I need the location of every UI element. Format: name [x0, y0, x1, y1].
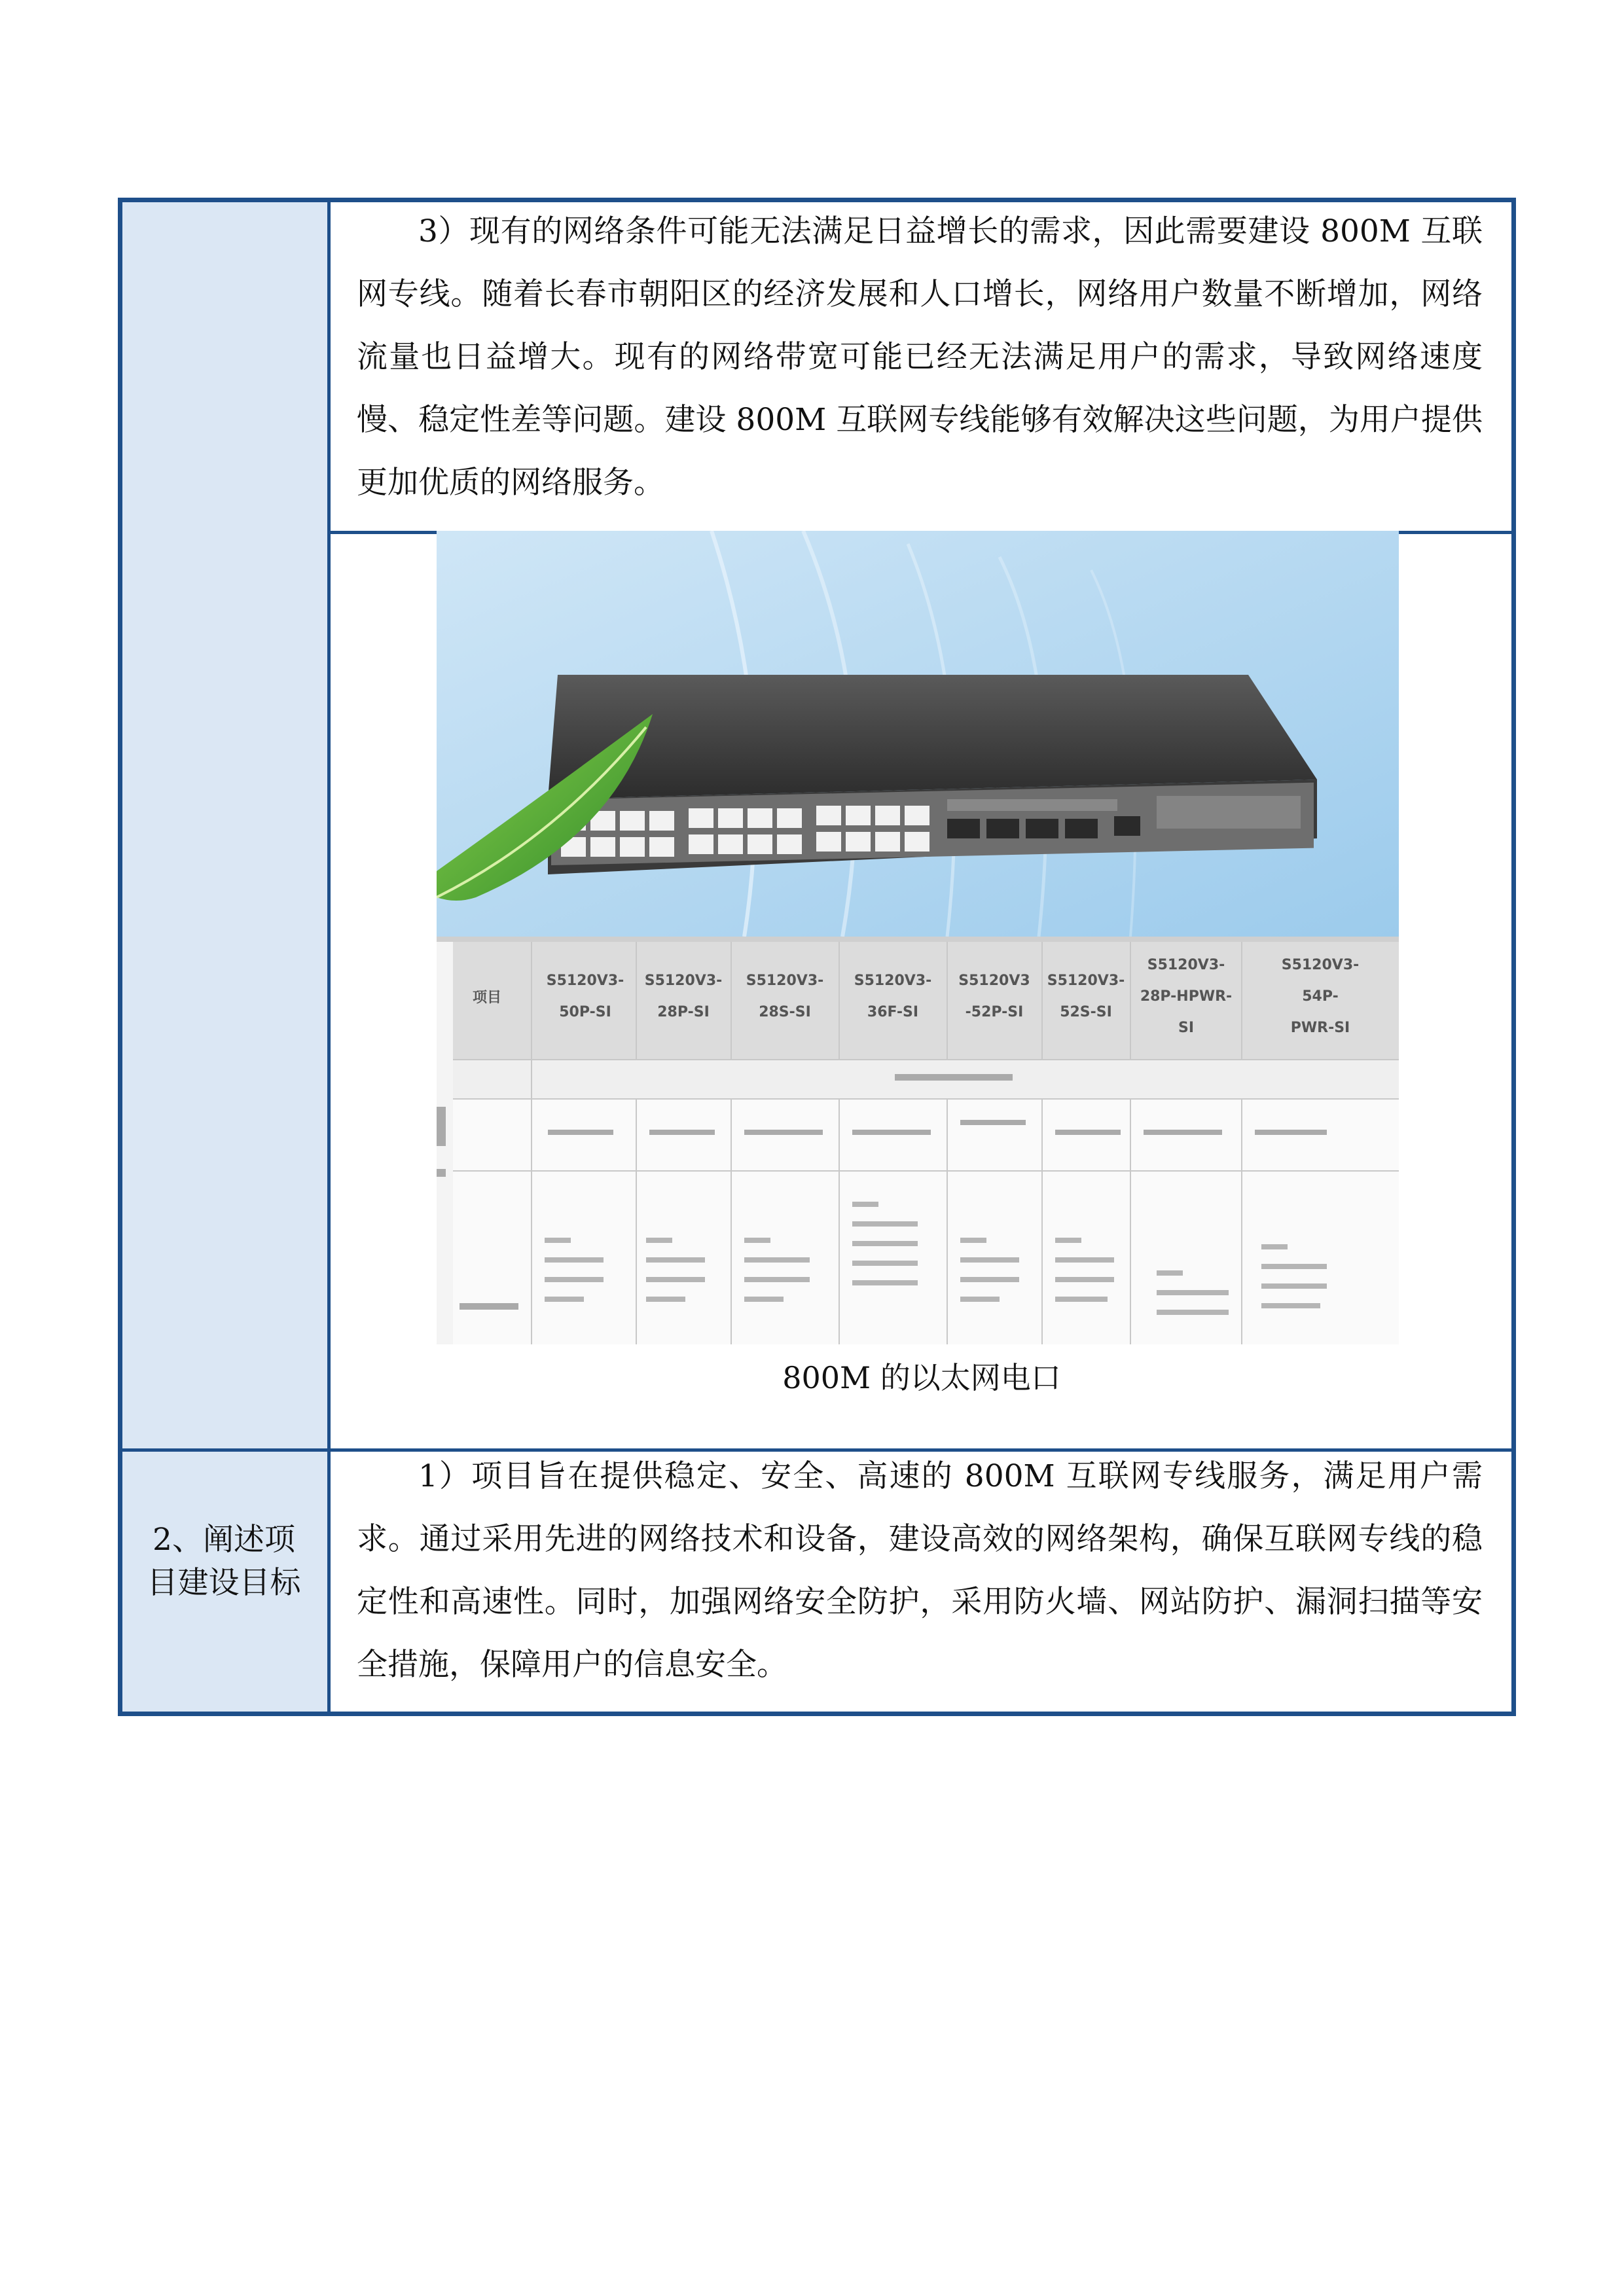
spec-model-label: S5120V3-: [1281, 957, 1360, 973]
spec-model-label: 28P-SI: [657, 1004, 710, 1020]
spec-model-label: 50P-SI: [559, 1004, 611, 1020]
spec-model-label: S5120V3-: [644, 973, 723, 989]
spec-model-label: 28P-HPWR-: [1140, 988, 1233, 1005]
switch-product-image: [437, 531, 1399, 1344]
spec-model-label: S5120V3-: [854, 973, 932, 989]
spec-model-label: S5120V3-: [546, 973, 624, 989]
section1-paragraph: 3）现有的网络条件可能无法满足日益增长的需求，因此需要建设 800M 互联网专线。随着长春市朝阳区的经济发展和人口增长，网络用户数量不断增加，网络流量也日益增大。现有的网络带宽可能已经无法满足用户的需求，导致网络速度慢、稳定性差等问题。建设 800M 互联网专线能够有效解决这些问题，为用户提供更加优质的网络服务。: [357, 213, 1483, 501]
spec-model-label: S5120V3-: [1047, 973, 1125, 989]
spec-model-label: -52P-SI: [965, 1004, 1024, 1020]
spec-model-label: 28S-SI: [759, 1004, 811, 1020]
spec-model-label: S5120V3-: [1147, 957, 1225, 973]
spec-model-label: SI: [1178, 1020, 1195, 1036]
section2-paragraph: 1）项目旨在提供稳定、安全、高速的 800M 互联网专线服务，满足用户需求。通过采用先进的网络技术和设备，建设高效的网络架构，确保互联网专线的稳定性和高速性。同时，加强网络安全防护，采用防火墙、网站防护、漏洞扫描等安全措施，保障用户的信息安全。: [357, 1458, 1483, 1683]
spec-model-label: S5120V3-: [746, 973, 824, 989]
switch-photo-svg: [437, 531, 1399, 1344]
section2-label: 2、阐述项目建设目标: [147, 1522, 301, 1601]
spec-model-label: PWR-SI: [1290, 1020, 1350, 1036]
spec-model-label: 36F-SI: [867, 1004, 919, 1020]
spec-model-label: 52S-SI: [1060, 1004, 1112, 1020]
spec-model-label: S5120V3: [958, 973, 1030, 989]
spec-model-label: 54P-: [1302, 988, 1339, 1005]
figure-caption: 800M 的以太网电口: [782, 1360, 1061, 1395]
spec-header-label: 项目: [473, 990, 502, 1006]
table-left-column: [122, 202, 331, 1712]
